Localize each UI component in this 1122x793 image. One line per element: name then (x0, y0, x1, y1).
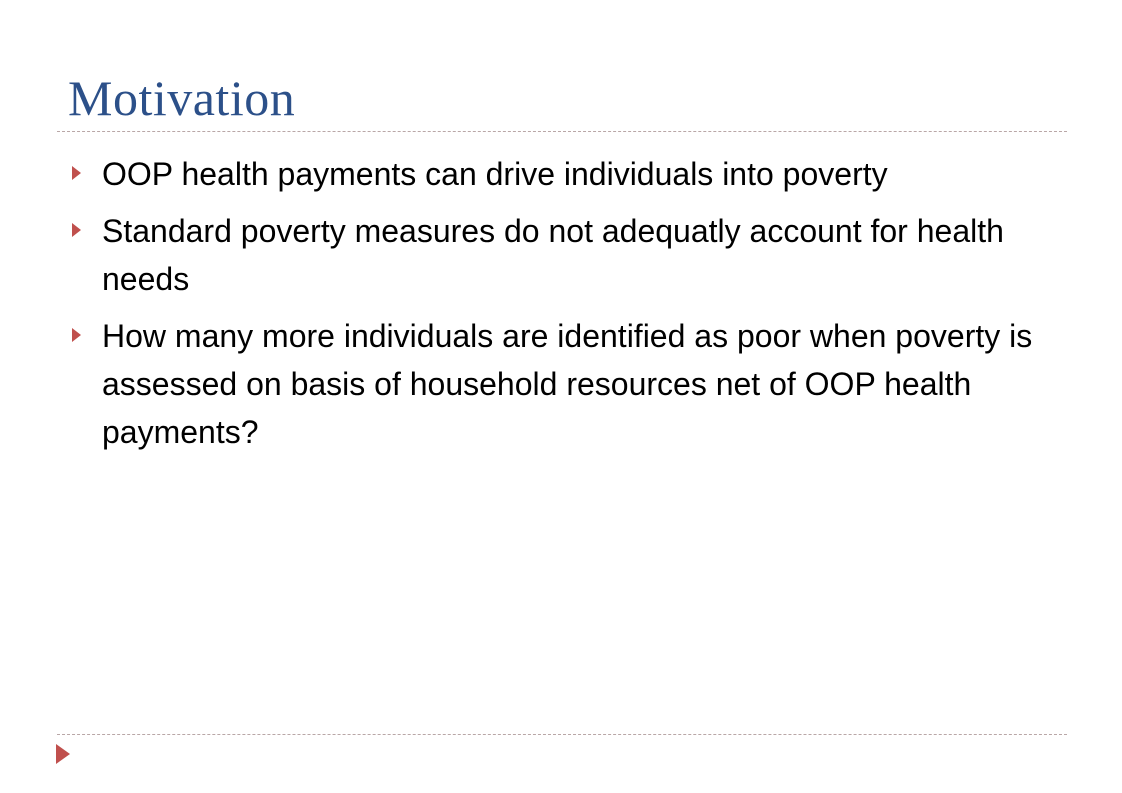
footer-divider (57, 734, 1067, 735)
bullet-text: Standard poverty measures do not adequatly account for health needs (102, 213, 1004, 297)
bullet-item (68, 150, 1058, 198)
triangle-arrow-icon (56, 744, 70, 764)
bullet-item (68, 207, 1058, 303)
bullet-text: How many more individuals are identified as poor when poverty is assessed on basis of household resources net of OOP health payments? (102, 318, 1033, 450)
bullet-item (68, 312, 1058, 456)
slide-title: Motivation (68, 70, 296, 126)
triangle-bullet-icon (72, 223, 81, 237)
triangle-bullet-icon (72, 166, 81, 180)
bullet-text: OOP health payments can drive individuals into poverty (102, 156, 888, 192)
triangle-bullet-icon (72, 328, 81, 342)
title-divider (57, 131, 1067, 132)
bullet-list (68, 150, 1058, 465)
